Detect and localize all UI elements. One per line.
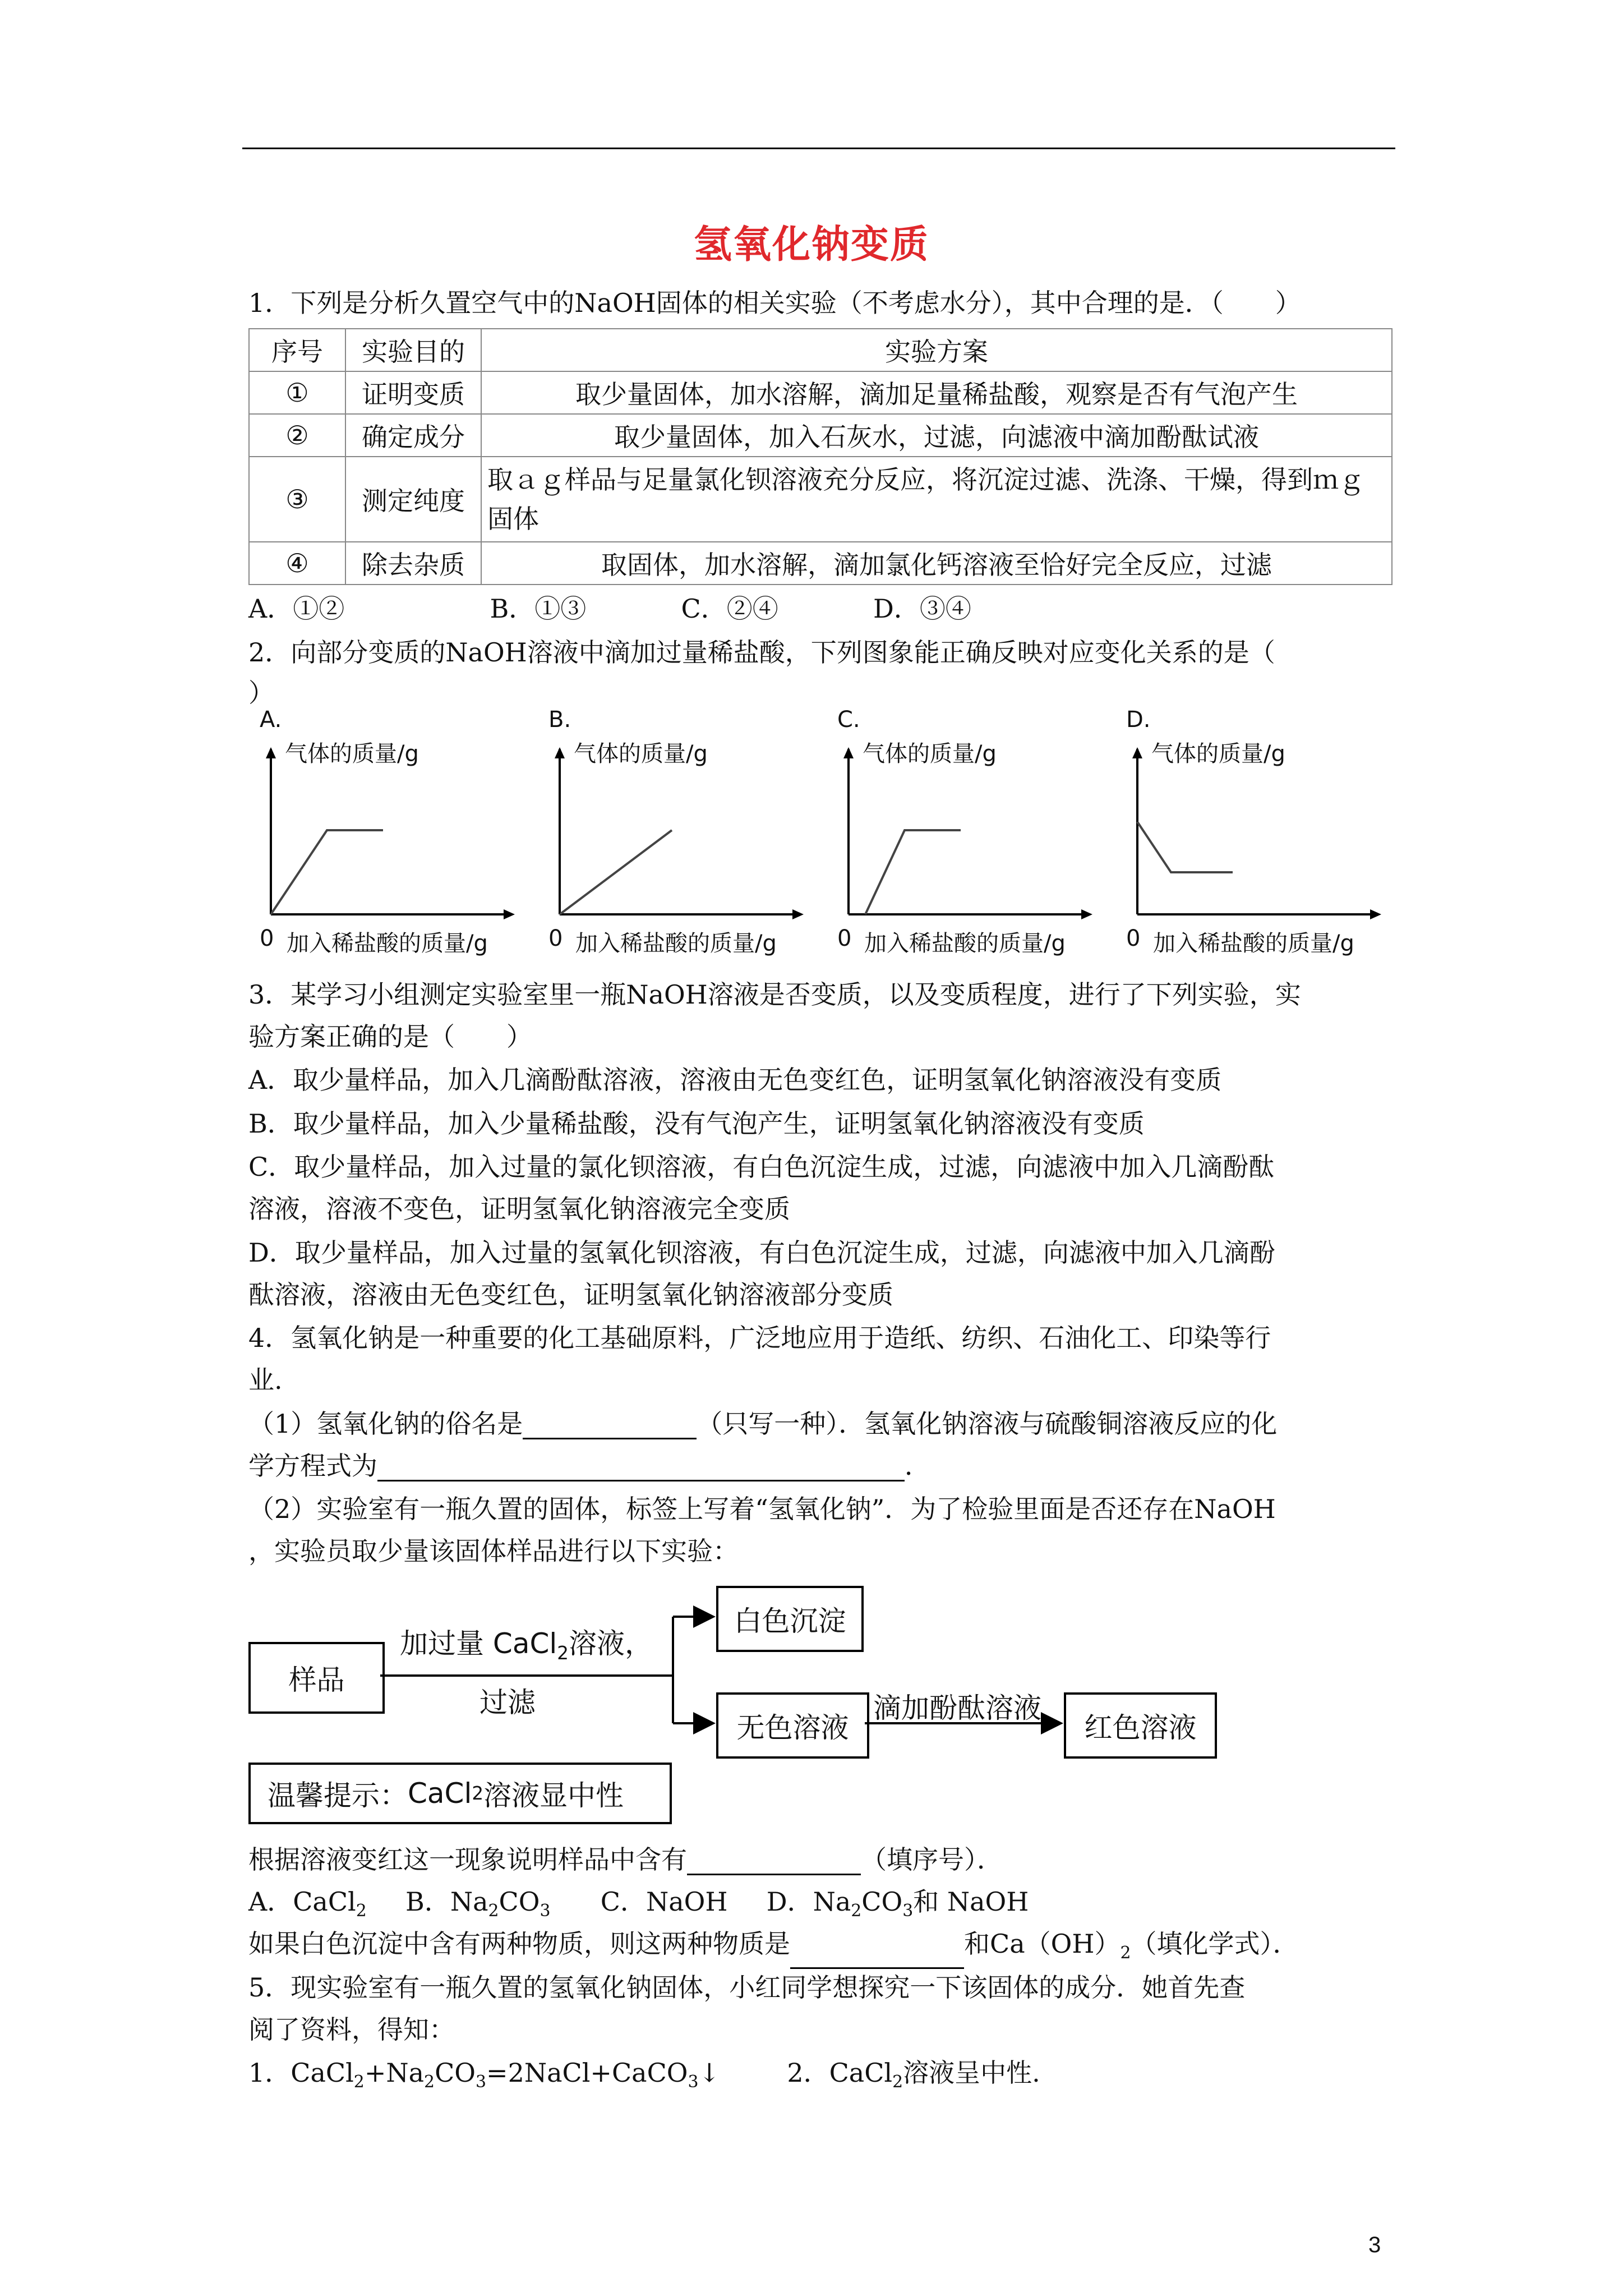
fact-2: 2．CaCl: [787, 2058, 893, 2088]
colorless-label: 无色溶液: [736, 1711, 849, 1744]
chart-origin: 0: [260, 926, 274, 951]
step2-label: 滴加酚酞溶液: [873, 1692, 1041, 1724]
subscript: 2: [557, 1642, 569, 1664]
chart-ylabel: 气体的质量/g: [1151, 741, 1285, 767]
q5-facts: 1．$CaCl_2+Na_2CO_3=2NaCl+CaCO_3↓$ 2．CaCl$_2$溶液呈中性.: [248, 2058, 1040, 2092]
period: ．: [905, 1451, 930, 1481]
table-cell: ③: [249, 457, 345, 542]
table-cell: 取ａｇ样品与足量氯化钡溶液充分反应，将沉淀过滤、洗涤、干燥，得到ｍｇ固体: [481, 457, 1392, 542]
step1-text-2: 溶液，: [568, 1627, 653, 1660]
q5-stem: 5．现实验室有一瓶久置的氢氧化钠固体，小红同学想探究一下该固体的成分．她首先查: [248, 1972, 1246, 2003]
tip-formula: CaCl: [408, 1777, 472, 1810]
q1-option-a: A．①②: [248, 593, 345, 624]
chart-panel-letter: B.: [548, 707, 571, 733]
q4-equation-label: 学方程式为: [248, 1451, 377, 1481]
chart-xlabel: 加入稀盐酸的质量/g: [575, 931, 777, 956]
q4-options: A．CaCl$_2$ B．$Na_2CO_3$ C．NaOH D．$Na_2CO_3$和 NaOH: [248, 1887, 1029, 1921]
precipitate-label: 白色沉淀: [734, 1605, 846, 1637]
q3-option-c-cont: 溶液，溶液不变色，证明氢氧化钠溶液完全变质: [248, 1194, 790, 1224]
q3-stem-2: 验方案正确的是（ ）: [248, 1022, 532, 1052]
q4-question-2-text-2: 和Ca（OH）: [964, 1929, 1121, 1959]
q4-question-2: [248, 1928, 1298, 1969]
fact-1: 1．CaCl: [248, 2058, 354, 2088]
chart-xlabel: 加入稀盐酸的质量/g: [287, 931, 488, 956]
q4-question-2-text-3: （填化学式）．: [1131, 1929, 1299, 1959]
chart-origin: 0: [1126, 926, 1141, 951]
q4-question-text-2: （填序号）．: [861, 1844, 1003, 1875]
q1-option-b: B．①③: [490, 593, 587, 624]
q3-stem: 3．某学习小组测定实验室里一瓶NaOH溶液是否变质，以及变质程度，进行了下列实验，实: [248, 979, 1301, 1010]
table-cell: 测定纯度: [345, 457, 481, 542]
table-cell: 取少量固体，加水溶解，滴加足量稀盐酸，观察是否有气泡产生: [481, 371, 1392, 414]
subscript: 2: [488, 1901, 499, 1921]
chart-origin: 0: [837, 926, 852, 951]
q4-stem: 4．氢氧化钠是一种重要的化工基础原料，广泛地应用于造纸、纺织、石油化工、印染等行: [248, 1323, 1271, 1353]
q3-option-c: C．取少量样品，加入过量的氯化钡溶液，有白色沉淀生成，过滤，向滤液中加入几滴酚酞: [248, 1152, 1275, 1182]
sample-label: 样品: [288, 1664, 345, 1696]
chart-panel-letter: A.: [260, 707, 282, 733]
table-cell: 取少量固体，加入石灰水，过滤，向滤液中滴加酚酞试液: [481, 414, 1392, 457]
q3-option-d: D．取少量样品，加入过量的氢氧化钡溶液，有白色沉淀生成，过滤，向滤液中加入几滴酚: [248, 1237, 1275, 1268]
table-cell: ①: [249, 371, 345, 414]
q3-option-d-cont: 酞溶液，溶液由无色变红色，证明氢氧化钠溶液部分变质: [248, 1280, 893, 1310]
subscript: 2: [472, 1783, 484, 1804]
q5-stem-2: 阅了资料，得知：: [248, 2014, 455, 2045]
q1-stem: 1．下列是分析久置空气中的NaOH固体的相关实验（不考虑水分），其中合理的是．（ ）: [248, 288, 1301, 318]
q4-part2-cont: ，实验员取少量该固体样品进行以下实验：: [248, 1536, 739, 1566]
chart-xlabel: 加入稀盐酸的质量/g: [864, 931, 1066, 956]
subscript: 2: [1120, 1943, 1131, 1963]
table-header: 序号: [249, 329, 345, 371]
fact-2-text: 溶液呈中性.: [903, 2058, 1040, 2088]
q1-option-d: D．③④: [873, 593, 971, 624]
chart-origin: 0: [548, 926, 563, 951]
page-number: 3: [1368, 2233, 1381, 2257]
page-title: 氢氧化钠变质: [693, 222, 929, 267]
q4-option-b: B．Na: [405, 1887, 488, 1917]
q4-stem-2: 业.: [248, 1365, 283, 1395]
answer-blank[interactable]: [790, 1943, 964, 1969]
table-cell: ④: [249, 542, 345, 585]
table-header: 实验方案: [481, 329, 1392, 371]
q4-part1-text-2: （只写一种）．氢氧化钠溶液与硫酸铜溶液反应的化: [697, 1409, 1278, 1439]
q4-question: [248, 1844, 1003, 1875]
q4-option-c: C．NaOH: [600, 1887, 728, 1917]
step1-formula: CaCl: [492, 1627, 557, 1660]
table-cell: 除去杂质: [345, 542, 481, 585]
chart-ylabel: 气体的质量/g: [285, 741, 419, 767]
tip-text: 溶液显中性: [483, 1779, 624, 1812]
q2-stem: 2．向部分变质的NaOH溶液中滴加过量稀盐酸，下列图象能正确反映对应变化关系的是（: [248, 637, 1275, 668]
filter-label: 过滤: [479, 1686, 536, 1719]
step1-text: 加过量: [400, 1627, 484, 1660]
q4-option-a: A．CaCl: [248, 1887, 356, 1917]
chart-panel-letter: D.: [1126, 707, 1151, 733]
chart-ylabel: 气体的质量/g: [574, 741, 708, 767]
tip-label: 温馨提示：: [268, 1779, 408, 1812]
q4-option-d: D．Na: [766, 1887, 851, 1917]
subscript: 2: [353, 2072, 365, 2092]
table-cell: 确定成分: [345, 414, 481, 457]
subscript: 2: [892, 2072, 903, 2092]
chart-panel-letter: C.: [837, 707, 860, 733]
red-label: 红色溶液: [1084, 1711, 1197, 1744]
chart-xlabel: 加入稀盐酸的质量/g: [1153, 931, 1354, 956]
subscript: 2: [356, 1901, 367, 1921]
table-cell: 取固体，加水溶解，滴加氯化钙溶液至恰好完全反应，过滤: [481, 542, 1392, 585]
chart-ylabel: 气体的质量/g: [863, 741, 997, 767]
subscript: 2: [851, 1901, 862, 1921]
q3-option-b: B．取少量样品，加入少量稀盐酸，没有气泡产生，证明氢氧化钠溶液没有变质: [248, 1108, 1145, 1139]
q1-option-c: C．②④: [681, 593, 778, 624]
q4-part2: （2）实验室有一瓶久置的固体，标签上写着“氢氧化钠”．为了检验里面是否还存在NaOH: [248, 1494, 1276, 1524]
q4-question-text: 根据溶液变红这一现象说明样品中含有: [248, 1844, 687, 1875]
table-header: 实验目的: [345, 329, 481, 371]
q2-stem-close: ）: [248, 678, 274, 708]
answer-blank[interactable]: [687, 1849, 861, 1875]
q4-part1-text: （1）氢氧化钠的俗名是: [248, 1409, 523, 1439]
table-cell: ②: [249, 414, 345, 457]
table-cell: 证明变质: [345, 371, 481, 414]
q4-question-2-text: 如果白色沉淀中含有两种物质，则这两种物质是: [248, 1929, 790, 1959]
q3-option-a: A．取少量样品，加入几滴酚酞溶液，溶液由无色变红色，证明氢氧化钠溶液没有变质: [248, 1065, 1222, 1095]
